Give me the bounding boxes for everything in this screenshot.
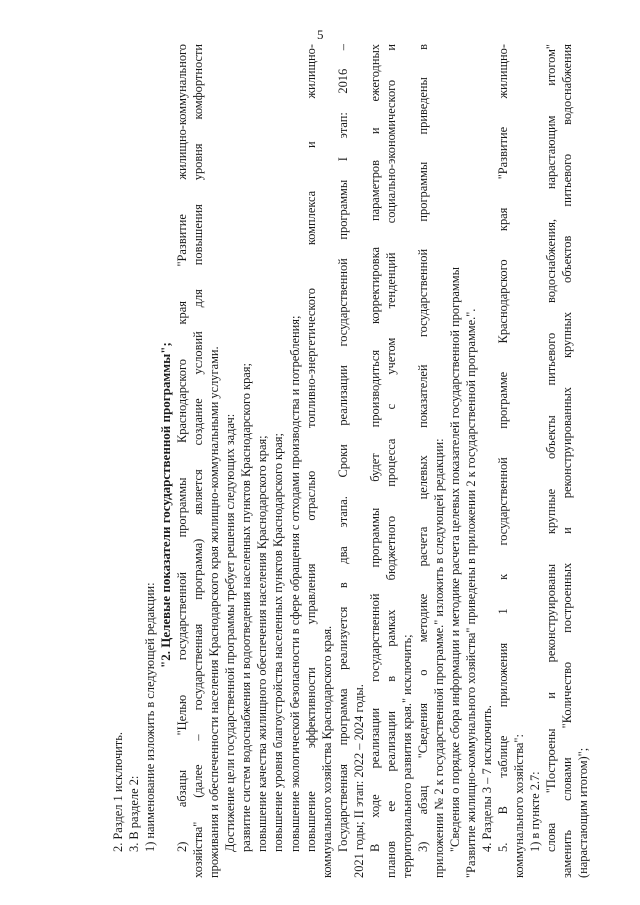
text-line: планов ее реализации в рамках бюджетного процесса с учетом тенденций социально-экономического и bbox=[383, 44, 398, 878]
text-line: проживания и обеспеченности населения Краснодарского края жилищно-коммунальными услугами. bbox=[207, 346, 222, 878]
text-line: 5. В таблице приложения 1 к государственной программе Краснодарского края "Развитие жилищно- bbox=[496, 44, 511, 852]
text-line: Государственная программа реализуется в два этапа. Сроки реализации государственной программы I этап: 2016 – bbox=[335, 44, 350, 852]
text-line: заменить словами "Количество построенных и реконструированных крупных объектов питьевого водоснабжения bbox=[560, 44, 575, 878]
text-line: 3) абзац "Сведения о методике расчета целевых показателей государственной программы приведены в bbox=[415, 44, 430, 852]
text-line: приложении № 2 к государственной программе." изложить в следующей редакции: bbox=[431, 438, 446, 878]
text-line: развитие систем водоснабжения и водоотведения населенных пунктов Краснодарского края; bbox=[239, 363, 254, 852]
document-body bbox=[110, 44, 591, 878]
section-heading: "2. Целевые показатели государственной программы"; bbox=[158, 342, 174, 668]
text-line: повышение уровня благоустройства населенных пунктов Краснодарского края; bbox=[271, 433, 286, 852]
text-line: "Сведения о порядке сбора информации и методике расчета целевых показателей государственной программы bbox=[447, 267, 462, 852]
text-line: В ходе реализации государственной программы будет производиться корректировка параметров и ежегодных bbox=[367, 44, 382, 852]
text-line: слова "Построены и реконструированы крупные объекты питьевого водоснабжения, нарастающим итогом" bbox=[544, 44, 559, 852]
text-line: 2021 годы; II этап: 2022 – 2024 годы. bbox=[351, 684, 366, 878]
text-line: коммунального хозяйства Краснодарского края. bbox=[319, 625, 334, 878]
page-number: 5 bbox=[317, 27, 324, 42]
text-line: повышение качества жилищного обеспечения населения Краснодарского края; bbox=[255, 435, 270, 852]
text-line: повышение экологической безопасности в сфере обращения с отходами производства и потребления; bbox=[287, 315, 302, 852]
text-line: хозяйства" (далее – государственная программа) является создание условий для повышения уровня комфортности bbox=[191, 44, 206, 878]
text-line: 3. В разделе 2: bbox=[127, 775, 142, 852]
text-line: 2) абзацы "Целью государственной программы Краснодарского края "Развитие жилищно-коммунального bbox=[175, 44, 190, 852]
text-line: 1) в пункте 2.7: bbox=[528, 771, 543, 852]
text-line: территориального развития края." исключить; bbox=[399, 634, 414, 878]
text-line: повышение эффективности управления отраслью топливно-энергетического комплекса и жилищно- bbox=[303, 44, 318, 852]
text-line: "Развитие жилищно-коммунального хозяйства" приведены в приложении 2 к государственной программе.". bbox=[464, 308, 479, 878]
text-line: 4. Разделы 3 – 7 исключить. bbox=[480, 705, 495, 852]
text-line: (нарастающим итогом)"; bbox=[576, 747, 591, 878]
text-line: 1) наименование изложить в следующей редакции: bbox=[143, 582, 158, 852]
text-line: Достижение цели государственной программы требует решения следующих задач: bbox=[223, 413, 238, 852]
text-line: коммунального хозяйства": bbox=[512, 734, 527, 878]
text-line: 2. Раздел 1 исключить. bbox=[111, 732, 125, 852]
